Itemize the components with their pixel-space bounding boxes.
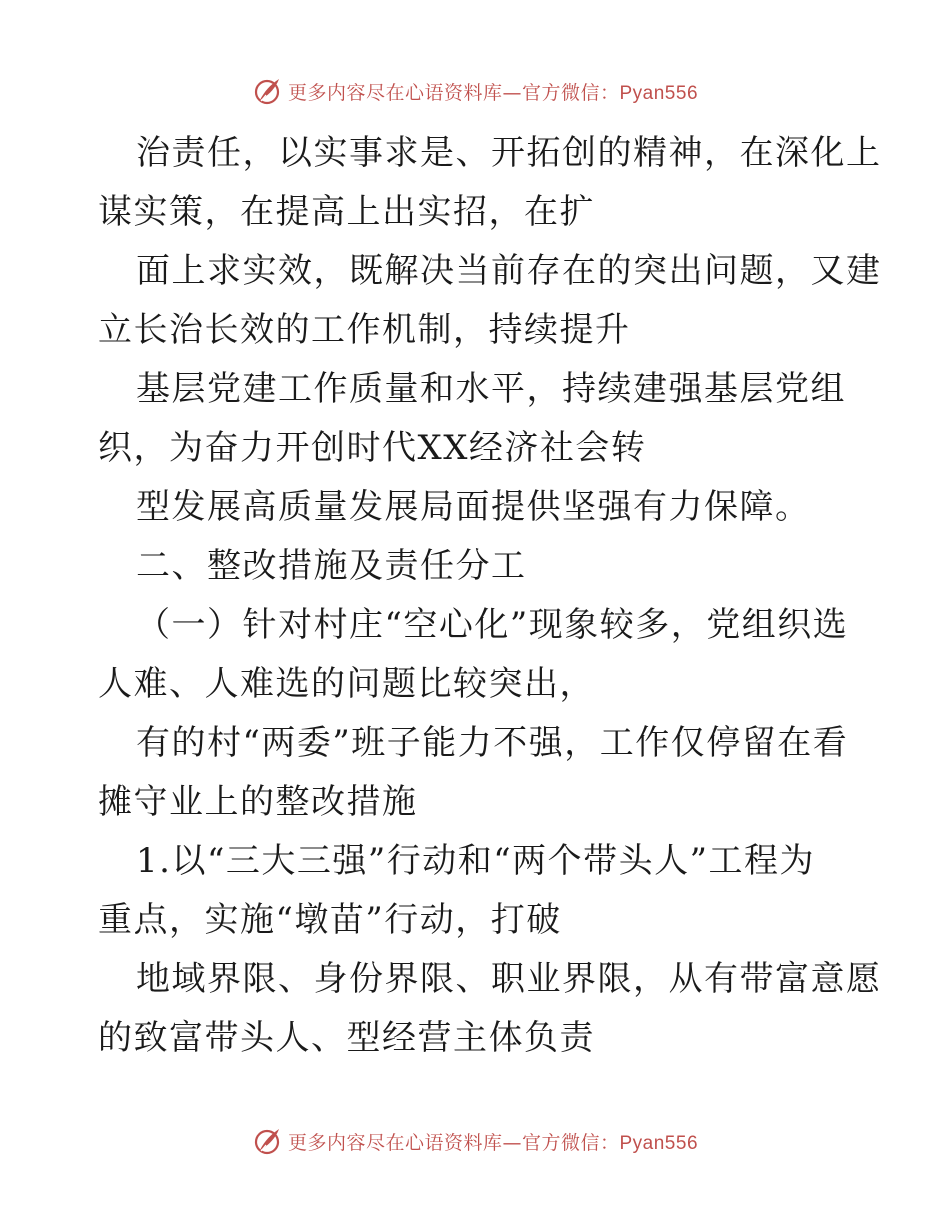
paragraph-line: 织，为奋力开创时代XX经济社会转 <box>98 428 647 468</box>
watermark-text: 更多内容尽在心语资料库—官方微信：Pyan556 <box>287 1131 699 1154</box>
header-watermark <box>0 74 950 108</box>
paragraph-line: 谋实策，在提高上出实招，在扩 <box>98 192 595 232</box>
subsection-heading: （一）针对村庄“空心化”现象较多，党组织选 <box>136 605 849 645</box>
paragraph-line: 立长治长效的工作机制，持续提升 <box>98 310 631 350</box>
paragraph-line: 基层党建工作质量和水平，持续建强基层党组 <box>136 369 846 409</box>
paragraph-line: 摊守业上的整改措施 <box>98 782 418 822</box>
document-body <box>98 124 882 1068</box>
paragraph-line: 型发展高质量发展局面提供坚强有力保障。 <box>136 487 811 527</box>
paragraph-line: 地域界限、身份界限、职业界限，从有带富意愿 <box>136 959 882 999</box>
footer-watermark <box>0 1124 950 1158</box>
paragraph-line: 重点，实施“墩苗”行动，打破 <box>98 900 562 940</box>
paragraph-line: 面上求实效，既解决当前存在的突出问题，又建 <box>136 251 882 291</box>
feather-pen-logo-icon <box>252 1126 282 1156</box>
list-item-line: 1.以“三大三强”行动和“两个带头人”工程为 <box>136 841 815 881</box>
paragraph-line: 人难、人难选的问题比较突出， <box>98 664 595 704</box>
paragraph-line: 有的村“两委”班子能力不强，工作仅停留在看 <box>136 723 849 763</box>
paragraph-line: 的致富带头人、型经营主体负责 <box>98 1018 595 1058</box>
paragraph-line: 治责任，以实事求是、开拓创的精神，在深化上 <box>136 133 882 173</box>
feather-pen-logo-icon <box>252 76 282 106</box>
watermark-text: 更多内容尽在心语资料库—官方微信：Pyan556 <box>287 81 699 104</box>
section-heading: 二、整改措施及责任分工 <box>136 546 527 586</box>
